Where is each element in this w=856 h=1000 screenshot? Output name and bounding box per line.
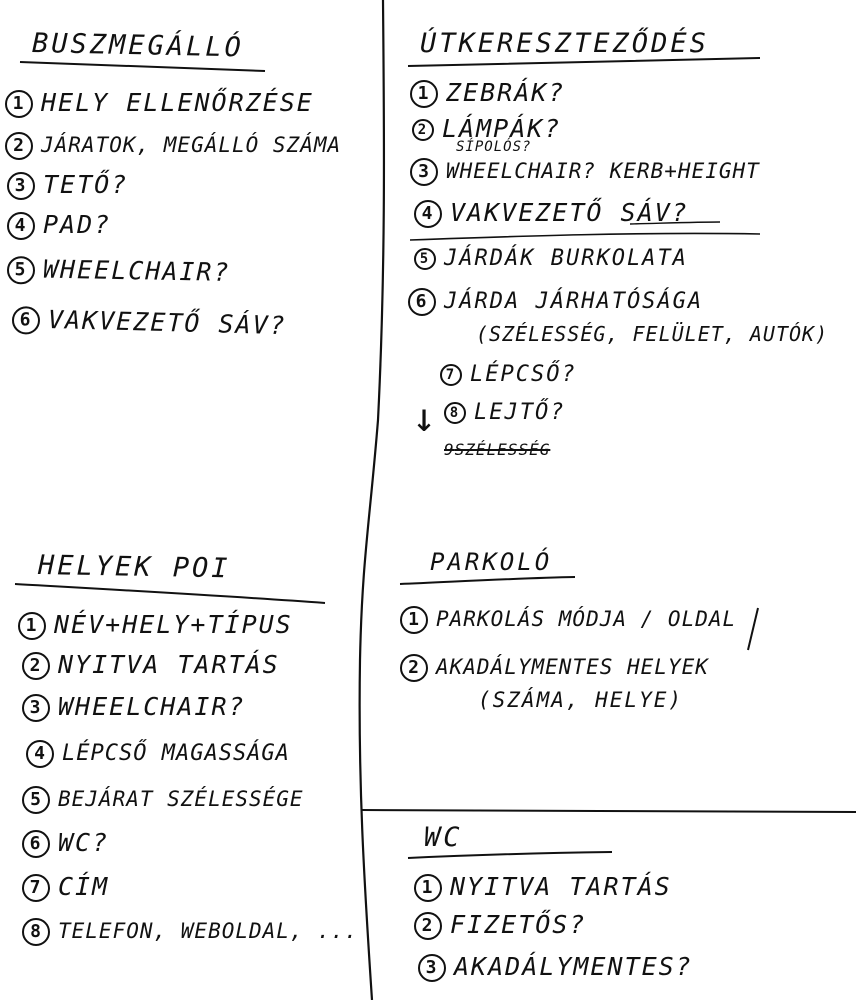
poi-title: HELYEK POI	[37, 550, 231, 585]
bus-stop-item	[7, 212, 111, 240]
item-number-badge: 4	[26, 740, 54, 768]
item-text: LÉPCSŐ?	[470, 362, 577, 387]
struck-item	[444, 442, 550, 458]
item-number-badge: 2	[22, 652, 50, 680]
item-number-badge: 7	[440, 364, 462, 386]
item-number-badge: 1	[410, 80, 438, 108]
item-number-badge: 6	[408, 288, 436, 316]
parking-title-underline	[400, 577, 575, 584]
item-number-badge: 6	[12, 306, 41, 335]
item-number-badge: 1	[18, 612, 46, 640]
crossing-item	[414, 200, 689, 228]
crossing-item	[412, 116, 561, 141]
item-text: VAKVEZETŐ SÁV?	[47, 304, 288, 341]
poi-item	[18, 612, 293, 640]
item-number-badge: 4	[414, 200, 442, 228]
item-number-badge: 8	[22, 918, 50, 946]
item-text: WC?	[58, 828, 110, 857]
poi-item	[22, 652, 280, 680]
item-number-badge: 5	[414, 248, 436, 270]
item-text: AKADÁLYMENTES?	[454, 952, 693, 981]
item-text: BEJÁRAT SZÉLESSÉGE	[58, 787, 304, 811]
item-text: NÉV+HELY+TÍPUS	[54, 610, 293, 639]
wc-title: WC	[424, 822, 463, 853]
item-text: JÁRDA JÁRHATÓSÁGA	[444, 289, 704, 314]
down-arrow-icon: ↓	[412, 395, 437, 441]
poi-item	[26, 740, 290, 768]
item-text: JÁRATOK, MEGÁLLÓ SZÁMA	[41, 133, 342, 157]
item-text: WHEELCHAIR? KERB+HEIGHT	[446, 159, 760, 183]
vertical-divider	[360, 0, 384, 1000]
poi-item	[22, 830, 109, 858]
item-text: PAD?	[43, 210, 112, 239]
bus-stop-item	[5, 90, 314, 118]
crossing-divider-line	[410, 233, 760, 240]
item-text: LÉPCSŐ MAGASSÁGA	[62, 741, 290, 766]
item-number-badge: 1	[5, 90, 33, 118]
struck-item-number: 9	[444, 440, 455, 459]
crossing-item6-detail: (SZÉLESSÉG, FELÜLET, AUTÓK)	[476, 322, 829, 346]
item-text: JÁRDÁK BURKOLATA	[444, 246, 688, 271]
lamp-note: SÍPOLÓS?	[456, 139, 532, 155]
item-number-badge: 8	[444, 402, 466, 424]
item-text: LÁMPÁK?	[442, 114, 562, 143]
item-text: VAKVEZETŐ SÁV?	[450, 198, 689, 227]
item-text: WHEELCHAIR?	[58, 692, 246, 721]
item-text: HELY ELLENŐRZÉSE	[41, 88, 314, 117]
parking-item	[400, 654, 709, 682]
item-number-badge: 2	[5, 132, 33, 160]
wc-item	[414, 874, 672, 902]
item-text: WHEELCHAIR?	[42, 254, 231, 287]
item-number-badge: 5	[22, 786, 50, 814]
struck-item-text: SZÉLESSÉG	[454, 440, 551, 459]
horizontal-divider	[362, 810, 856, 812]
item-number-badge: 4	[7, 212, 35, 240]
item-number-badge: 3	[410, 158, 438, 186]
item-number-badge: 2	[400, 654, 428, 682]
item-text: LEJTŐ?	[474, 400, 566, 425]
bus-stop-title: BUSZMEGÁLLÓ	[31, 28, 245, 64]
wc-item	[414, 912, 586, 940]
crossing-item	[408, 288, 703, 316]
item-text: TELEFON, WEBOLDAL, ...	[58, 919, 359, 943]
item-text: TETŐ?	[43, 170, 129, 199]
crossing-item	[410, 80, 565, 108]
item-text: ZEBRÁK?	[446, 78, 566, 107]
crossing-item	[414, 248, 688, 270]
bus-stop-item	[7, 172, 128, 200]
item-text: AKADÁLYMENTES HELYEK	[436, 655, 709, 679]
poi-title-underline	[15, 584, 325, 603]
item-text: CÍM	[58, 872, 110, 901]
poi-item	[22, 918, 358, 946]
crossing-item	[440, 364, 577, 386]
item-number-badge: 3	[7, 172, 35, 200]
crossing-title-underline	[408, 58, 760, 66]
item-text: NYITVA TARTÁS	[450, 872, 672, 901]
poi-item	[22, 786, 304, 814]
bus-stop-title-underline	[20, 62, 265, 71]
item-text: NYITVA TARTÁS	[58, 650, 280, 679]
crossing-item	[444, 402, 565, 424]
bus-stop-item	[7, 256, 231, 288]
item-number-badge: 3	[418, 954, 446, 982]
bus-stop-item	[5, 132, 341, 160]
crossing-item	[410, 158, 760, 186]
parking-item2-detail: (SZÁMA, HELYE)	[478, 688, 684, 712]
bus-stop-item	[12, 306, 287, 341]
item-number-badge: 7	[22, 874, 50, 902]
crossing-title: ÚTKERESZTEZŐDÉS	[420, 28, 709, 59]
item-number-badge: 2	[412, 119, 434, 141]
parking-slash	[748, 608, 758, 650]
wc-item	[418, 954, 693, 982]
item-number-badge: 1	[400, 606, 428, 634]
item-number-badge: 1	[414, 874, 442, 902]
poi-item	[22, 874, 109, 902]
item-text: PARKOLÁS MÓDJA / OLDAL	[436, 607, 737, 631]
item-number-badge: 3	[22, 694, 50, 722]
item-text: FIZETŐS?	[450, 910, 587, 939]
item-number-badge: 5	[7, 256, 35, 284]
poi-item	[22, 694, 246, 722]
parking-title: PARKOLÓ	[430, 548, 553, 576]
item-number-badge: 6	[22, 830, 50, 858]
item-number-badge: 2	[414, 912, 442, 940]
parking-item	[400, 606, 736, 634]
